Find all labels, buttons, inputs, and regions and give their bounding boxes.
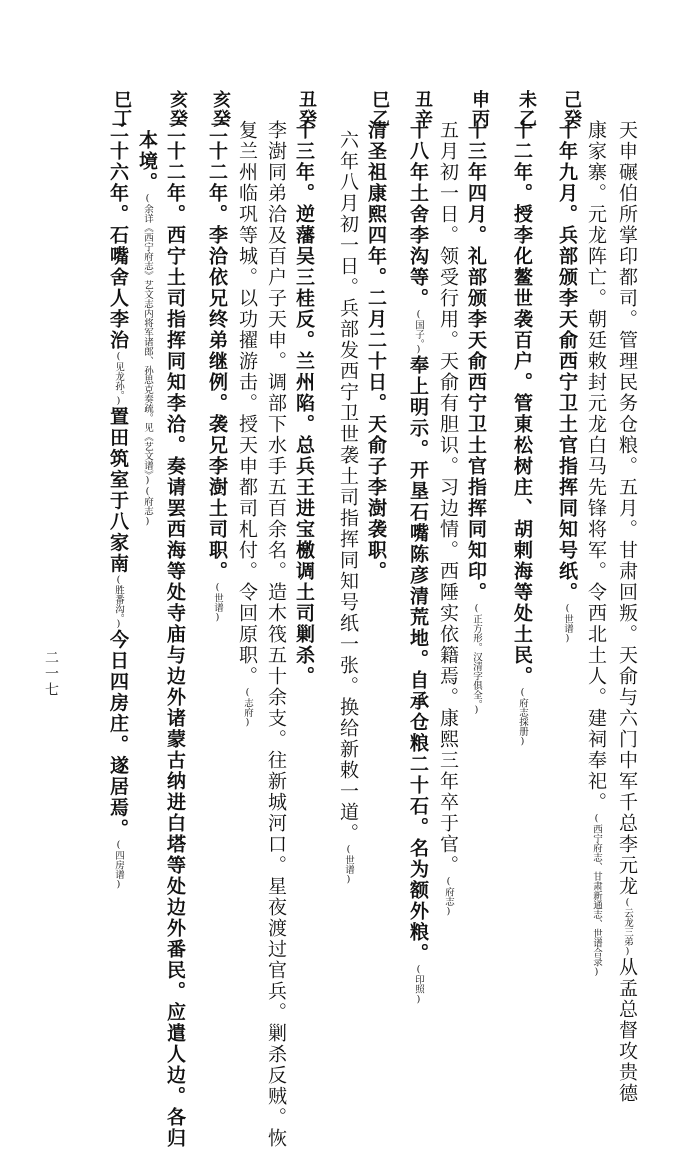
text-line: 从孟总督攻贵德 xyxy=(616,957,638,1104)
entry-heading-column xyxy=(365,120,387,582)
entry-heading: 二十二年。西宁土司指挥同知李洽。奏请罢西海等处寺庙与边外诸蒙古纳进白塔等处边外番民。应遣人边。各归 xyxy=(164,120,186,1149)
text-column-12 xyxy=(236,120,258,728)
ganzhi-label: 亥癸 xyxy=(210,90,231,128)
entry-heading: 本境。 xyxy=(136,130,158,193)
text-column-2 xyxy=(586,120,606,980)
entry-heading-column xyxy=(137,130,157,590)
entry-heading-column xyxy=(107,120,129,890)
annotation-note: (世谱) xyxy=(562,603,573,644)
annotation-note: (西宁府志、甘肃新通志、世谱合录) xyxy=(591,813,602,978)
text-line: 六年八月初一日。兵部发西宁卫世袭土司指挥同知号纸一张。换给新敕一道。 xyxy=(337,130,359,844)
entry-heading-column xyxy=(511,120,533,747)
entry-heading-column xyxy=(206,120,228,623)
annotation-note: (胜番沟。) xyxy=(113,574,124,630)
annotation-note: (四房谱) xyxy=(113,839,124,890)
text-column-6 xyxy=(437,120,459,917)
annotation-note: (见龙孙。) xyxy=(113,351,124,407)
entry-heading-column xyxy=(556,120,578,644)
ganzhi-label: 己癸 xyxy=(561,90,582,128)
ganzhi-label: 未乙 xyxy=(516,90,537,128)
entry-heading: 清圣祖康熙四年。二月二十日。天俞子李澍袭职。 xyxy=(365,120,387,582)
text-column-1 xyxy=(616,120,638,1104)
text-line: 复兰州临巩等城。以功擢游击。授天申都司札付。令回原职。 xyxy=(236,120,258,687)
ganzhi-label: 丑辛 xyxy=(412,90,433,128)
ganzhi-label: 巳乙 xyxy=(369,90,390,128)
entry-heading: 十三年四月。礼部颁李天俞西宁卫土官指挥同知印。 xyxy=(465,120,487,603)
entry-heading-column xyxy=(407,120,429,1005)
entry-heading: 二十二年。李洽依兄终弟继例。袭兄李澍土司职。 xyxy=(206,120,228,582)
entry-heading: 今日四房庄。遂居焉。 xyxy=(107,629,129,840)
annotation-note: (府志採册) xyxy=(517,687,528,747)
annotation-note: (余详《西宁府志》艺文志内将军诸郎、孙思克奏疏。见《艺文谱》)(府志) xyxy=(142,193,153,527)
text-line: 天申碾伯所掌印都司。管理民务仓粮。五月。甘肃回叛。天俞与六门中军千总李元龙 xyxy=(616,120,638,897)
ganzhi-label: 巳丁 xyxy=(111,90,132,128)
text-column-11 xyxy=(265,120,287,1149)
annotation-note: (世谱) xyxy=(212,582,223,623)
annotation-note: (府志) xyxy=(443,876,454,917)
entry-heading: 十年九月。兵部颁李天俞西宁卫土官指挥同知号纸。 xyxy=(556,120,578,603)
entry-heading: 奉上明示。开垦石嘴陈彦清荒地。自承仓粮二十石。名为额外粮。 xyxy=(407,354,429,964)
ganzhi-label: 申丙 xyxy=(469,90,490,128)
entry-heading-column xyxy=(164,120,186,1149)
text-line: 康家寨。元龙阵亡。朝廷敕封元龙白马先锋将军。令西北土人。建祠奉祀。 xyxy=(585,120,607,813)
entry-heading: 十八年土舍李沟等。 xyxy=(407,120,429,309)
entry-heading-column xyxy=(293,120,315,687)
annotation-note: (正方形。汉清字俱全。) xyxy=(471,603,482,716)
text-column-9 xyxy=(337,130,359,885)
ganzhi-label: 丑癸 xyxy=(296,90,317,128)
annotation-note: (国子。) xyxy=(413,309,424,355)
entry-heading: 十三年。逆藩吴三桂反。兰州陷。总兵王进宝檄调土司剿杀。 xyxy=(293,120,315,687)
page-number: 二一七 xyxy=(43,650,59,698)
annotation-note: (世谱) xyxy=(343,844,354,885)
ganzhi-label: 亥癸 xyxy=(167,90,188,128)
text-line: 五月初一日。领受行用。天俞有胆识。习边情。西陲实依籍焉。康熙三年卒于官。 xyxy=(437,120,459,876)
entry-heading: 二十六年。石嘴舍人李治 xyxy=(107,120,129,351)
annotation-note: (印照) xyxy=(413,963,424,1005)
annotation-note: (志府) xyxy=(242,687,253,728)
entry-heading: 十二年。授李化鳌世袭百户。管東松树庄、胡剌海等处土民。 xyxy=(511,120,533,687)
text-line: 李澍同弟洽及百户子天申。调部下水手五百余名。造木筏五十余支。往新城河口。星夜渡过官兵。剿杀反贼。恢 xyxy=(265,120,287,1149)
entry-heading: 置田筑室于八家南 xyxy=(107,406,129,575)
annotation-note: (云龙三弟) xyxy=(622,897,633,957)
entry-heading-column xyxy=(465,120,487,716)
